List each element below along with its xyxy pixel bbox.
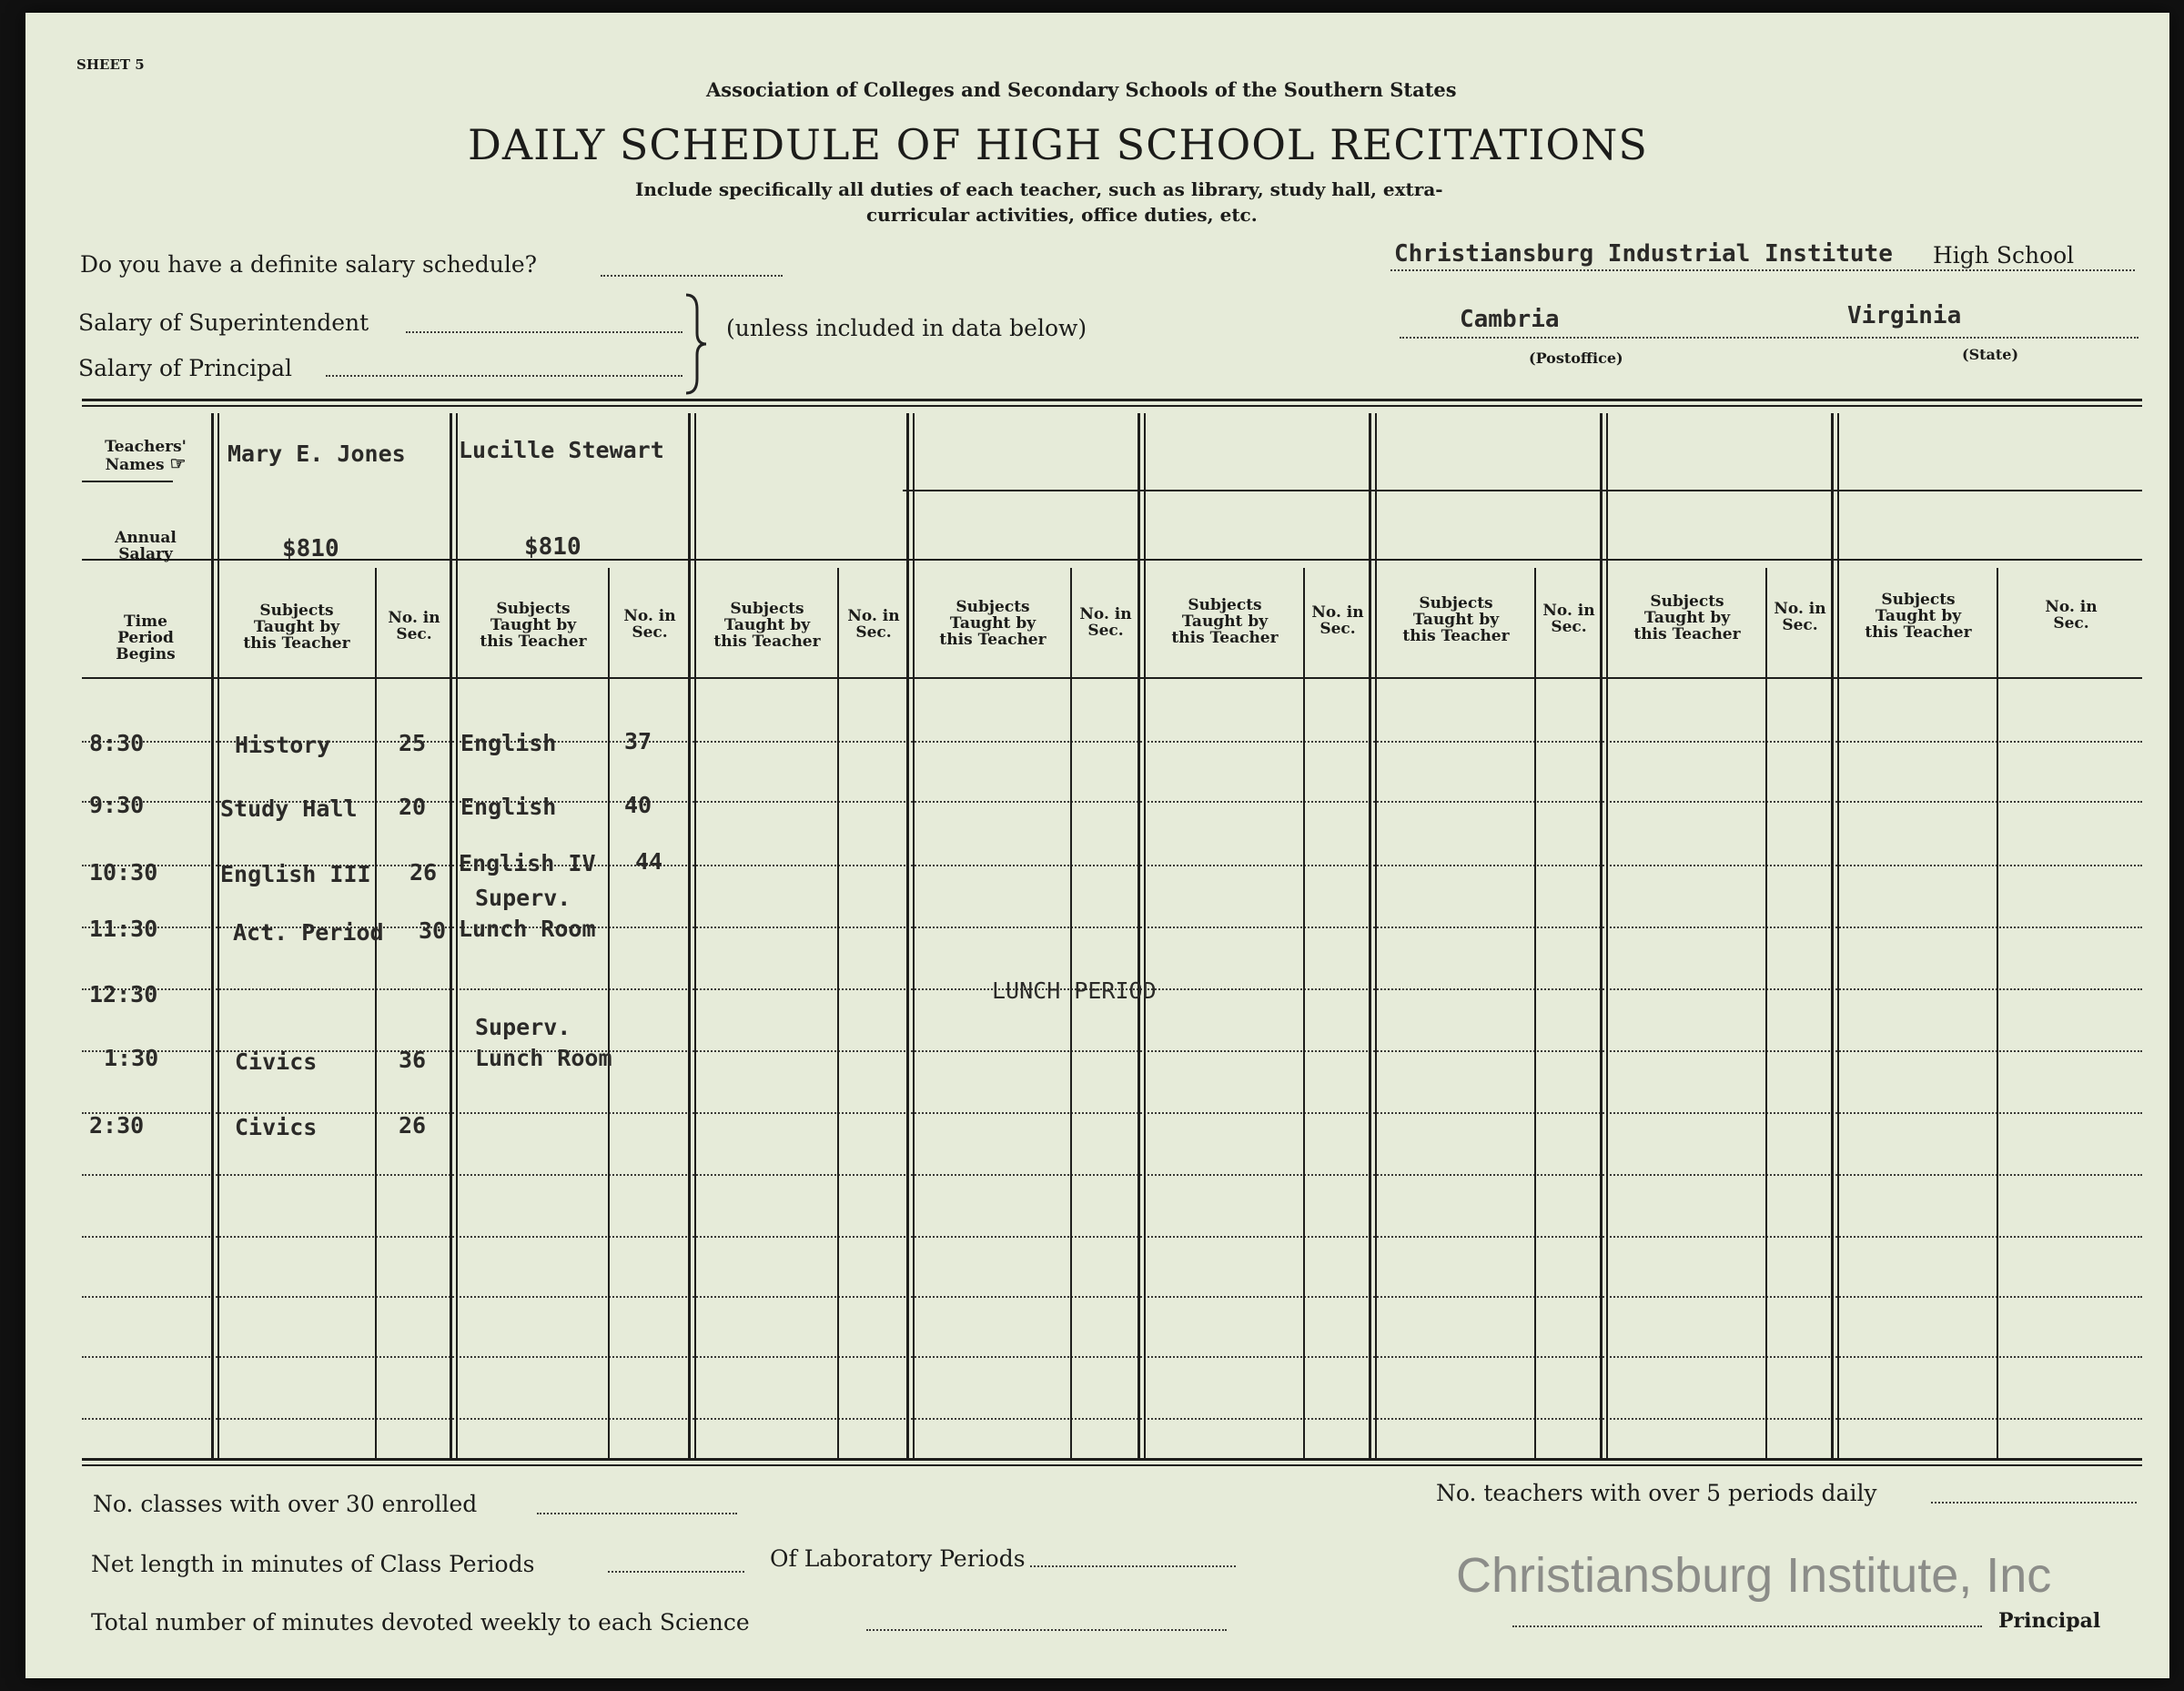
time-period-label: Time Period Begins xyxy=(116,613,176,663)
sec-header: No. in Sec. xyxy=(623,607,676,642)
divider xyxy=(1606,413,1608,1458)
subjects-header: Subjects Taught by this Teacher xyxy=(1633,592,1741,643)
divider xyxy=(913,413,915,1458)
annual-salary-label: Annual Salary xyxy=(115,529,177,563)
divider xyxy=(837,568,839,1458)
school-name-line xyxy=(1390,269,2135,271)
teachers-over-5-line[interactable] xyxy=(1931,1502,2137,1504)
principal-label: Principal xyxy=(1998,1609,2101,1633)
form-title: DAILY SCHEDULE OF HIGH SCHOOL RECITATIONS xyxy=(468,120,1648,169)
divider xyxy=(906,413,909,1458)
sec-count-cell: 36 xyxy=(399,1047,427,1073)
time-cell: 11:30 xyxy=(89,916,158,942)
divider xyxy=(1831,413,1834,1458)
divider xyxy=(1375,413,1377,1458)
time-cell: 1:30 xyxy=(104,1045,159,1071)
table-top-rule xyxy=(82,399,2142,401)
pointing-hand-icon: ☞ xyxy=(169,452,187,474)
subject-cell: English xyxy=(460,794,557,820)
divider xyxy=(1765,568,1767,1458)
state-label: (State) xyxy=(1962,346,2019,363)
subjects-header: Subjects Taught by this Teacher xyxy=(1171,596,1279,647)
divider xyxy=(1138,413,1140,1458)
divider xyxy=(450,413,452,1458)
sec-count-cell: 25 xyxy=(399,730,427,756)
sec-count-cell: 26 xyxy=(399,1112,427,1139)
time-cell: 9:30 xyxy=(89,792,145,818)
teachers-names-label: Teachers' Names ☞ xyxy=(105,438,187,474)
net-length-label: Net length in minutes of Class Periods xyxy=(91,1551,535,1577)
school-suffix: High School xyxy=(1933,242,2075,268)
time-cell: 10:30 xyxy=(89,859,158,886)
divider xyxy=(1534,568,1536,1458)
subject-cell: Superv. xyxy=(475,1014,571,1040)
salary-schedule-question: Do you have a definite salary schedule? xyxy=(80,251,538,278)
divider xyxy=(1144,413,1146,1458)
sec-header: No. in Sec. xyxy=(1774,600,1826,634)
teacher-2-salary: $810 xyxy=(524,533,581,561)
form-sheet xyxy=(25,13,2169,1678)
net-length-line[interactable] xyxy=(608,1571,744,1573)
teacher-1-salary: $810 xyxy=(282,535,339,562)
table-bottom-rule xyxy=(82,1458,2142,1461)
time-cell: 8:30 xyxy=(89,730,145,756)
superintendent-salary-label: Salary of Superintendent xyxy=(78,309,369,336)
sec-count-cell: 40 xyxy=(624,792,652,818)
lunch-period-label: LUNCH PERIOD xyxy=(992,977,1157,1004)
location-line xyxy=(1400,337,2138,339)
subjects-header: Subjects Taught by this Teacher xyxy=(243,602,350,653)
time-cell: 12:30 xyxy=(89,981,158,1008)
subject-cell: English xyxy=(460,730,557,756)
time-cell: 2:30 xyxy=(89,1112,145,1139)
form-subtitle-2: curricular activities, office duties, etc. xyxy=(866,204,1258,226)
sec-count-cell: 37 xyxy=(624,728,652,754)
table-top-rule-2 xyxy=(82,405,2142,407)
sec-header: No. in Sec. xyxy=(1542,602,1595,636)
subjects-header: Subjects Taught by this Teacher xyxy=(939,598,1046,649)
divider xyxy=(1070,568,1072,1458)
table-bottom-rule-2 xyxy=(82,1464,2142,1466)
divider xyxy=(608,568,610,1458)
total-minutes-label: Total number of minutes devoted weekly to each Science xyxy=(91,1609,750,1635)
divider xyxy=(217,413,219,1458)
principal-salary-label: Salary of Principal xyxy=(78,355,292,381)
sec-count-cell: 20 xyxy=(399,794,427,820)
rule xyxy=(82,481,173,482)
subject-cell: Act. Period xyxy=(233,919,384,946)
brace-icon xyxy=(682,291,710,397)
unless-note: (unless included in data below) xyxy=(726,315,1087,341)
sec-header: No. in Sec. xyxy=(1079,605,1132,640)
sec-header: No. in Sec. xyxy=(1311,603,1364,638)
rule xyxy=(903,490,2142,491)
classes-over-30-line[interactable] xyxy=(537,1513,737,1514)
superintendent-salary-line[interactable] xyxy=(406,331,682,333)
subjects-header: Subjects Taught by this Teacher xyxy=(480,600,587,651)
sec-header: No. in Sec. xyxy=(388,609,440,643)
divider xyxy=(211,413,214,1458)
watermark: Christiansburg Institute, Inc xyxy=(1456,1548,2052,1603)
teacher-2-name: Lucille Stewart xyxy=(459,437,664,463)
teachers-over-5-label: No. teachers with over 5 periods daily xyxy=(1436,1480,1877,1506)
subject-cell: History xyxy=(235,732,331,758)
sec-header: No. in Sec. xyxy=(847,607,900,642)
divider xyxy=(1837,413,1839,1458)
subject-cell: Lunch Room xyxy=(475,1045,612,1071)
divider xyxy=(1369,413,1371,1458)
subjects-header: Subjects Taught by this Teacher xyxy=(1402,594,1510,645)
sec-count-cell: 44 xyxy=(635,848,663,875)
sec-count-cell: 30 xyxy=(419,917,447,944)
sec-header: No. in Sec. xyxy=(2045,598,2098,633)
association-name: Association of Colleges and Secondary Schools of the Southern States xyxy=(706,78,1457,101)
lab-periods-line[interactable] xyxy=(1030,1565,1236,1567)
state-value: Virginia xyxy=(1847,302,1962,329)
divider xyxy=(456,413,458,1458)
subject-cell: Study Hall xyxy=(220,795,358,822)
subjects-header: Subjects Taught by this Teacher xyxy=(1865,591,1972,642)
school-name: Christiansburg Industrial Institute xyxy=(1394,240,1893,268)
subject-cell: Lunch Room xyxy=(459,916,596,942)
classes-over-30-label: No. classes with over 30 enrolled xyxy=(93,1491,478,1517)
total-minutes-line[interactable] xyxy=(866,1629,1227,1631)
postoffice-label: (Postoffice) xyxy=(1529,349,1623,367)
subject-cell: Civics xyxy=(235,1114,318,1140)
postoffice-value: Cambria xyxy=(1460,306,1560,333)
sec-count-cell: 26 xyxy=(410,859,438,886)
lab-periods-label: Of Laboratory Periods xyxy=(770,1545,1026,1572)
salary-schedule-answer-line[interactable] xyxy=(601,275,783,277)
teacher-1-name: Mary E. Jones xyxy=(228,440,406,467)
subjects-header: Subjects Taught by this Teacher xyxy=(713,600,821,651)
divider xyxy=(1997,568,1998,1458)
divider xyxy=(375,568,377,1458)
form-subtitle-1: Include specifically all duties of each teacher, such as library, study hall, extra- xyxy=(635,178,1443,200)
principal-salary-line[interactable] xyxy=(326,375,682,377)
subject-cell: Civics xyxy=(235,1048,318,1075)
divider xyxy=(694,413,696,1458)
divider xyxy=(1600,413,1603,1458)
subject-cell: English IV xyxy=(459,850,596,876)
sheet-label: SHEET 5 xyxy=(76,56,145,73)
principal-signature-line[interactable] xyxy=(1512,1625,1982,1627)
divider xyxy=(688,413,691,1458)
divider xyxy=(1303,568,1305,1458)
subject-cell: English III xyxy=(220,861,371,887)
subject-cell: Superv. xyxy=(475,885,571,911)
